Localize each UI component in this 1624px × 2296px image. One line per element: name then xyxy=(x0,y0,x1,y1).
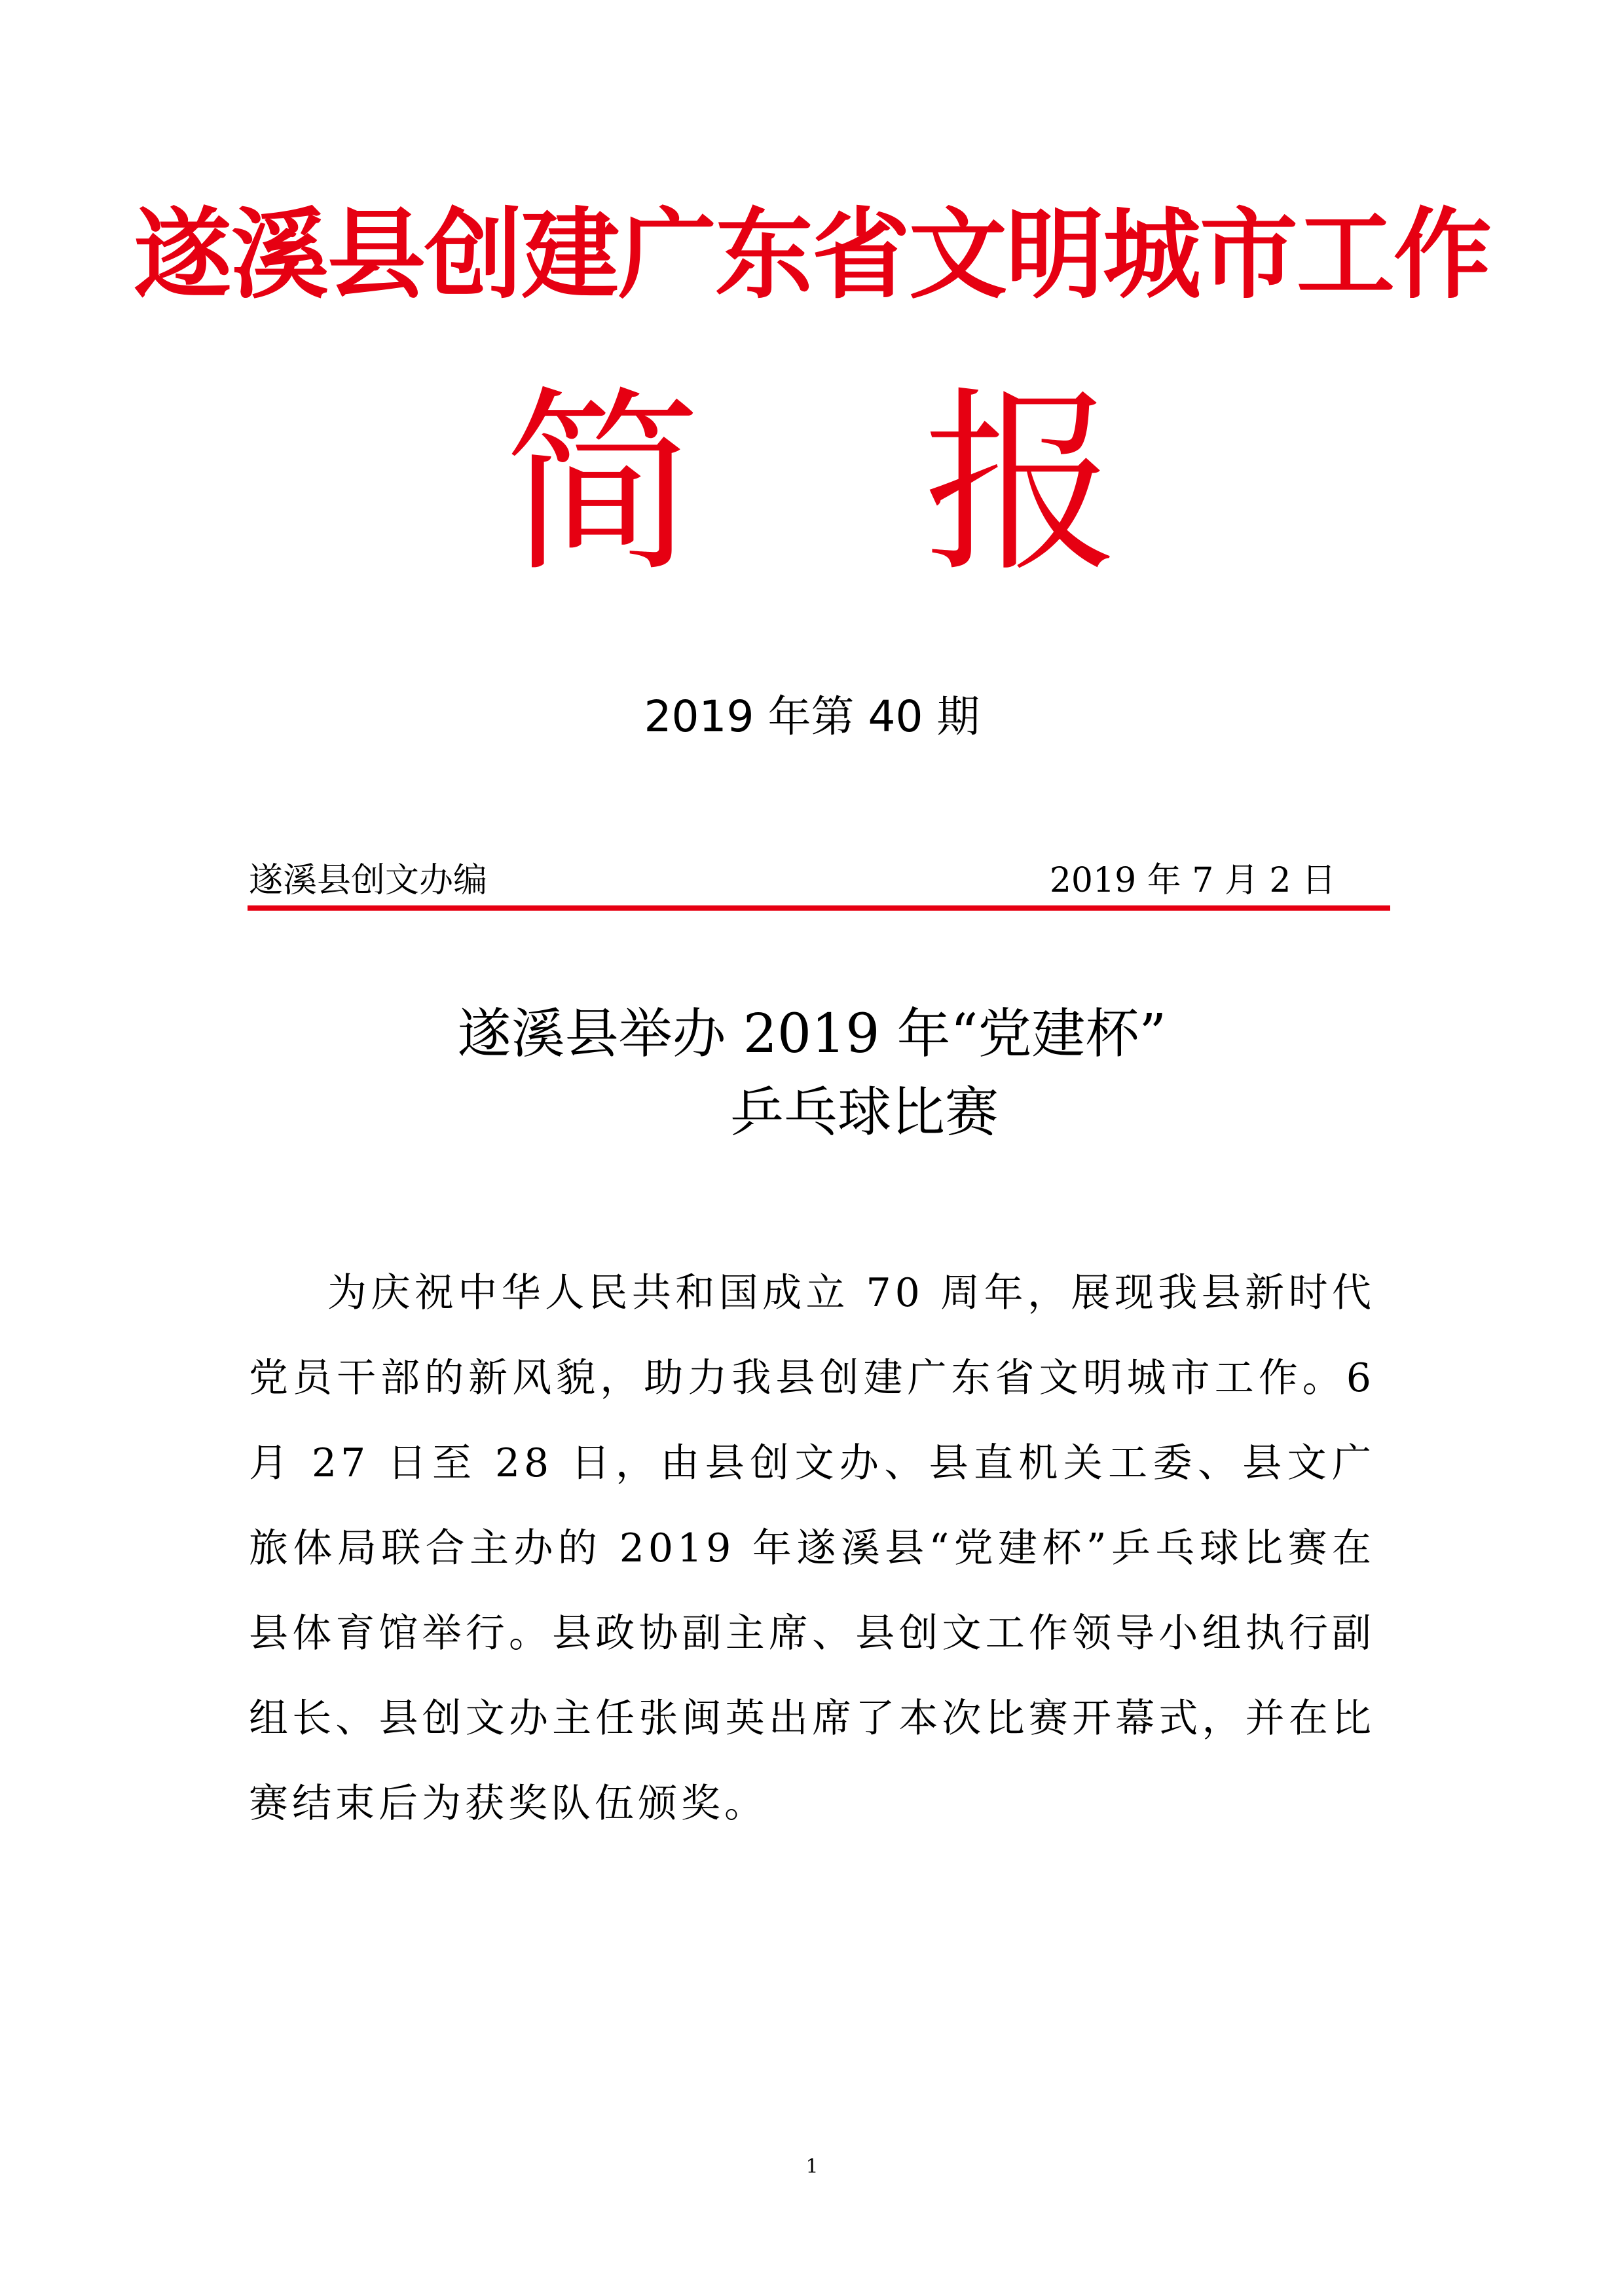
editor-label: 遂溪县创文办编 xyxy=(249,861,488,900)
doc-title-char-1: 简 xyxy=(504,370,701,598)
headline-line-1: 遂溪县举办 2019 年“党建杯” xyxy=(457,1003,1167,1065)
meta-row xyxy=(249,854,1375,907)
doc-title xyxy=(0,367,1624,602)
org-title: 遂溪县创建广东省文明城市工作 xyxy=(133,198,1490,312)
page-number: 1 xyxy=(805,2155,819,2178)
red-divider xyxy=(248,905,1390,911)
issue-number: 2019 年第 40 期 xyxy=(644,691,980,742)
doc-title-char-2: 报 xyxy=(923,370,1120,598)
publish-date: 2019 年 7 月 2 日 xyxy=(1049,861,1336,900)
article-headline xyxy=(0,995,1624,1152)
article-body: 为庆祝中华人民共和国成立 70 周年，展现我县新时代党员干部的新风貌，助力我县创建广东省文明城市工作。6 月 27 日至 28 日，由县创文办、县直机关工委、县文广旅体局联合主办的 2019 年遂溪县“党建杯”乒乓球比赛在县体育馆举行。县政协副主席、县创文工作领导小组执行副组长、县创文办主任张闽英出席了本次比赛开幕式，并在比赛结束后为获奖队伍颁奖。 xyxy=(249,1270,1375,1827)
headline-line-2: 乒乓球比赛 xyxy=(729,1082,999,1144)
